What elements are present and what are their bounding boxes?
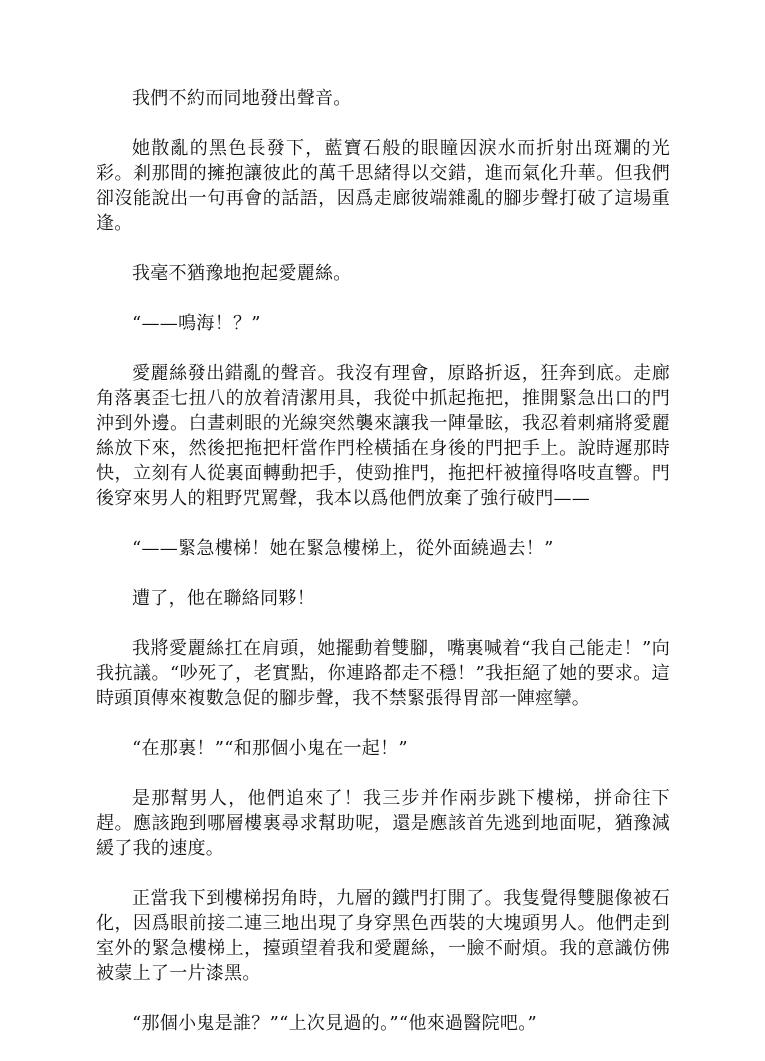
paragraph: 我毫不猶豫地抱起愛麗絲。 [132, 263, 352, 284]
paragraph: “——緊急樓梯！她在緊急樓梯上，從外面繞過去！” [132, 538, 554, 559]
paragraph: 我將愛麗絲扛在肩頭，她擺動着雙腳，嘴裏喊着“我自己能走！”向我抗議。“吵死了，老實點，你連路都走不穩！”我拒絕了她的要求。這時頭頂傳來複數急促的腳步聲，我不禁緊張得胃部一陣痙攣。 [96, 638, 670, 709]
paragraph: “那個小鬼是誰？”“上次見過的。”“他來過醫院吧。” [132, 1013, 538, 1034]
paragraph: 我們不約而同地發出聲音。 [132, 88, 352, 109]
paragraph: 愛麗絲發出錯亂的聲音。我沒有理會，原路折返，狂奔到底。走廊角落裏歪七扭八的放着清潔用具，我從中抓起拖把，推開緊急出口的門沖到外邊。白晝刺眼的光線突然襲來讓我一陣暈眩，我忍着刺痛將愛麗絲放下來，然後把拖把杆當作門栓橫插在身後的門把手上。說時遲那時快，立刻有人從裏面轉動把手，使勁推門，拖把杆被撞得咯吱直響。門後穿來男人的粗野咒罵聲，我本以爲他們放棄了強行破門—— [96, 363, 670, 509]
paragraph: 遭了，他在聯絡同夥！ [132, 588, 315, 609]
paragraph: 她散亂的黑色長發下，藍寶石般的眼瞳因淚水而折射出斑斕的光彩。剎那間的擁抱讓彼此的萬千思緒得以交錯，進而氣化升華。但我們卻沒能說出一句再會的話語，因爲走廊彼端雜亂的腳步聲打破了這場重逢。 [96, 138, 670, 234]
document-body [96, 86, 670, 1061]
paragraph: “在那裏！”“和那個小鬼在一起！” [132, 738, 408, 759]
paragraph: 正當我下到樓梯拐角時，九層的鐵門打開了。我隻覺得雙腿像被石化，因爲眼前接二連三地出現了身穿黑色西裝的大塊頭男人。他們走到室外的緊急樓梯上，擡頭望着我和愛麗絲，一臉不耐煩。我的意識仿佛被蒙上了一片漆黑。 [96, 888, 670, 984]
paragraph: 是那幫男人，他們追來了！我三步并作兩步跳下樓梯，拼命往下趕。應該跑到哪層樓裏尋求幫助呢，還是應該首先逃到地面呢，猶豫減緩了我的速度。 [96, 788, 670, 859]
paragraph: “——鳴海！？” [132, 313, 261, 334]
